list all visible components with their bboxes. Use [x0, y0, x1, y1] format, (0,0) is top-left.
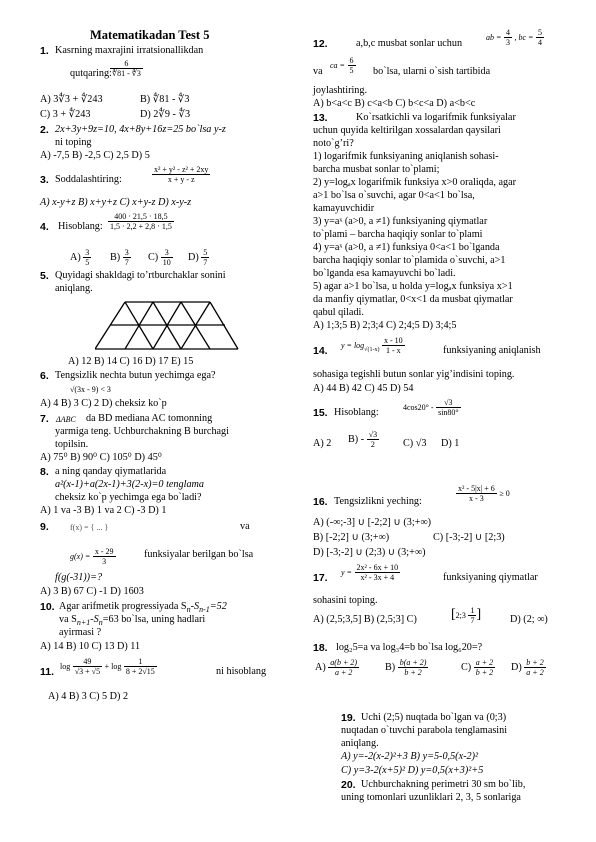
q1-option-d: D) 2∜9 - ∜3 [140, 109, 191, 120]
q13-line-6: 2) y=logₐx logarifmik funksiya x>0 oraliqda, agar [313, 177, 516, 188]
q6-text: Tengsizlik nechta butun yechimga ega? [55, 370, 216, 381]
q19-options-cd: C) y=3-2(x+5)² D) y=0,5(x+3)²+5 [341, 765, 484, 776]
q8-text3: cheksiz ko`p yechimga ega bo`ladi? [55, 492, 202, 503]
q13-line-7: a>1 bo`lsa o`suvchi, agar 0<a<1 bo`lsa, [313, 190, 475, 201]
q18-number: 18. [313, 642, 328, 654]
q4-text: Hisoblang: [58, 221, 103, 232]
q19-text2: nuqtadan o`tuvchi parabola tenglamasini [341, 725, 508, 736]
q15-text: Hisoblang: [334, 407, 379, 418]
q14-text: funksiyaning aniqlanish [443, 345, 541, 356]
q9-text: funksiyalar berilgan bo`lsa [144, 549, 254, 560]
q16-option-d: D) [-3;-2] ∪ (2;3) ∪ (3;+∞) [313, 547, 426, 558]
q13-line-14: 5) agar a>1 bo`lsa, u holda y=logₐx funksiya x>1 [313, 281, 513, 292]
q4-option-c: C) $\frac{3}{10}$ [148, 248, 171, 267]
q12-text4: joylashtiring. [313, 85, 368, 96]
q14-text2: sohasiga tegishli butun sonlar yig’indisini toping. [313, 369, 515, 380]
q14-number: 14. [313, 345, 328, 357]
q18-option-b: B) $\frac{b(a + 2)}{b + 2}$ [385, 658, 427, 677]
q3-options: A) x-y+z B) x+y+z C) x+y-z D) x-y-z [40, 197, 192, 208]
q4-number: 4. [40, 221, 49, 233]
q15-option-b: B) - $\frac{√3}{2}$ [348, 430, 378, 449]
q17-text: funksiyaning qiymatlar [443, 572, 538, 583]
q17-options-abc: A) (2,5;3,5] B) (2,5;3] C) [313, 614, 417, 625]
q10-options: A) 14 B) 10 C) 13 D) 11 [40, 641, 141, 652]
q16-option-a: A) (-∞;-3] ∪ [-2;2] ∪ (3;+∞) [313, 517, 432, 528]
q1-text: Kasrning maxrajini irratsionallikdan [55, 45, 204, 56]
q18-text: log₂5=a va log₃4=b bo`lsa log₆20=? [336, 642, 483, 653]
q17-text2: sohasini toping. [313, 595, 378, 606]
q5-text: Quyidagi shakldagi to’rtburchaklar sonini [55, 270, 226, 281]
q4-fraction: $\frac{400 \cdot 21,5 \cdot 18,5}{1,5 \cdot 2,2 + 2,8 \cdot 1,5}$ [110, 212, 172, 231]
q2-text: 2x+3y+9z=10, 4x+8y+16z=25 bo`lsa y-z [55, 124, 226, 135]
q18-option-c: C) $\frac{a + 2}{b + 2}$ [461, 658, 494, 677]
q4-option-a: A) $\frac{3}{5}$ [70, 248, 90, 267]
q13-options: A) 1;3;5 B) 2;3;4 C) 2;4;5 D) 3;4;5 [313, 320, 457, 331]
q13-line-3: noto`g’ri? [313, 138, 354, 149]
q19-text: Uchi (2;5) nuqtada bo`lgan va (0;3) [361, 712, 507, 723]
q12-text3: bo`lsa, ularni o`sish tartibida [373, 66, 491, 77]
quadrilateral-figure [95, 300, 240, 352]
q15-option-a: A) 2 [313, 438, 332, 449]
q1-number: 1. [40, 45, 49, 57]
q10-text3: ayirmasi ? [59, 627, 102, 638]
q13-line-9: 3) y=aˣ (a>0, a ≠1) funksiyaning qiymatlar [313, 216, 488, 227]
q8-options: A) 1 va -3 B) 1 va 2 C) -3 D) 1 [40, 505, 167, 516]
q18-option-d: D) $\frac{b + 2}{a + 2}$ [511, 658, 544, 677]
q17-expression: y = $\frac{\text{2x² - 6x + 10}}{\text{x² - 3x + 4}}$ [341, 563, 399, 582]
q16-inequality: $\frac{\text{x² - 5|x| + 6}}{x - 3}$ ≥ 0 [458, 484, 510, 503]
q10-number: 10. [40, 601, 55, 613]
q1-fraction: $\frac{6}{∜81 - ∜3}$ [112, 59, 141, 78]
page-title: Matematikadan Test 5 [90, 28, 210, 42]
q16-number: 16. [313, 496, 328, 508]
q7-number: 7. [40, 413, 49, 425]
q9-g-function: g(x) = $\frac{x - 29}{3}$ [70, 547, 114, 566]
q3-number: 3. [40, 174, 49, 186]
q5-number: 5. [40, 270, 49, 282]
q8-text2: a²(x-1)+a(2x-1)+3(2-x)=0 tenglama [55, 479, 204, 490]
q10-text: Agar arifmetik progressiyada $S_n-S_{n-1}=52$ [59, 601, 227, 615]
q4-option-b: B) $\frac{3}{7}$ [110, 248, 129, 267]
q13-line-13: bo`lganda esa kamayuvchi bo`ladi. [313, 268, 456, 279]
q2-options: A) -7,5 B) -2,5 C) 2,5 D) 5 [40, 150, 150, 161]
q14-expression: $y = \log_{√(1-x)}$ $\frac{x - 10}{1 - x}$ [341, 336, 403, 355]
q15-number: 15. [313, 407, 328, 419]
q13-line-15: da manfiy qiymatlar, 0<x<1 da musbat qiymatlar [313, 294, 513, 305]
q9-piecewise-expression: f(x) = { ... } [70, 523, 109, 532]
q7-triangle: ΔABC [56, 415, 76, 424]
q11-number: 11. [40, 666, 55, 678]
q1-text2: qutqaring: [70, 68, 112, 79]
q9-text2: f(g(-31))=? [55, 572, 103, 583]
q13-line-11: 4) y=aˣ (a>0, a ≠1) funksiya 0<a<1 bo`lganda [313, 242, 500, 253]
q9-va: va [240, 521, 250, 532]
q12-text2: va [313, 66, 323, 77]
q7-text: da BD mediana AC tomonning [86, 413, 213, 424]
q13-line-1: Ko`rsatkichli va logarifmik funksiyalar [356, 112, 516, 123]
q13-line-2: uchun quyida keltirilgan xossalardan qaysilari [313, 125, 501, 136]
q3-fraction: $\frac{\text{x² + y² - z² + 2xy}}{x + y - z}$ [154, 165, 209, 184]
q19-options-ab: A) y=-2(x-2)²+3 B) y=5-0,5(x-2)² [341, 751, 479, 762]
q15-option-d: D) 1 [441, 438, 460, 449]
q12-options: A) b<a<c B) c<a<b C) b<c<a D) a<b<c [313, 98, 476, 109]
q16-text: Tengsizlikni yeching: [334, 496, 422, 507]
q8-text: a ning qanday qiymatlarida [55, 466, 167, 477]
q17-option-c-value: [2;3 $\frac{1}{7}$ ] [451, 606, 482, 625]
q13-line-4: 1) logarifmik funksiyaning aniqlanish sohasi- [313, 151, 499, 162]
q13-line-16: qabul qiladi. [313, 307, 364, 318]
q20-text: Uchburchakning perimetri 30 sm bo`lib, [361, 779, 526, 790]
q17-option-d: D) (2; ∞) [510, 614, 548, 625]
q11-text: ni hisoblang [216, 666, 267, 677]
q5-text2: aniqlang. [55, 283, 93, 294]
q6-number: 6. [40, 370, 49, 382]
q11-options: A) 4 B) 3 C) 5 D) 2 [48, 691, 129, 702]
q12-ab: ab = $\frac{4}{3}$ , bc = $\frac{5}{4}$ [486, 28, 542, 47]
q7-text3: topilsin. [55, 439, 89, 450]
q1-option-b: B) ∜81 - ∜3 [140, 94, 190, 105]
q14-options: A) 44 B) 42 C) 45 D) 54 [313, 383, 414, 394]
q3-text: Soddalashtiring: [55, 174, 122, 185]
q18-option-a: A) $\frac{a(b + 2)}{a + 2}$ [315, 658, 358, 677]
q13-number: 13. [313, 112, 328, 124]
q1-option-c: C) 3 + ∜243 [40, 109, 91, 120]
q20-text2: uning tomonlari uzunliklari 2, 3, 5 sonlariga [341, 792, 521, 803]
q1-option-a: A) 3∜3 + ∜243 [40, 94, 103, 105]
q12-ca: ca = $\frac{6}{5}$ [330, 56, 354, 75]
q9-options: A) 3 B) 67 C) -1 D) 1603 [40, 586, 144, 597]
q10-text2: va $S_{n+1}-S_n=63$ bo`lsa, uning hadlari [59, 614, 206, 628]
q5-options: A) 12 B) 14 C) 16 D) 17 E) 15 [68, 356, 194, 367]
q13-line-5: barcha musbat sonlar to`plami; [313, 164, 440, 175]
q19-number: 19. [341, 712, 356, 724]
q6-options: A) 4 B) 3 C) 2 D) cheksiz ko`p [40, 398, 167, 409]
q7-text2: yarmiga teng. Uchburchakning B burchagi [55, 426, 229, 437]
q12-text: a,b,c musbat sonlar uchun [356, 38, 463, 49]
q16-option-c: C) [-3;-2] ∪ [2;3) [433, 532, 505, 543]
q6-expression: √(3x - 9) < 3 [70, 385, 111, 394]
q12-number: 12. [313, 38, 328, 50]
q15-option-c: C) √3 [403, 438, 427, 449]
q2-text2: ni toping [55, 137, 92, 148]
q13-line-8: kamayuvchidir [313, 203, 375, 214]
q13-line-12: barcha haqiqiy sonlar to`plamida o`suvchi, a>1 [313, 255, 506, 266]
q9-number: 9. [40, 521, 49, 533]
q13-line-10: to`plami – barcha haqiqiy sonlar to`plami [313, 229, 483, 240]
q19-text3: aniqlang. [341, 738, 379, 749]
q4-option-d: D) $\frac{5}{7}$ [188, 248, 208, 267]
q20-number: 20. [341, 779, 356, 791]
q16-option-b: B) [-2;2] ∪ (3;+∞) [313, 532, 390, 543]
q11-expression: log $\frac{49}{√3 + √5}$ + log $\frac{1}{8 + 2√15}$ [60, 657, 155, 676]
q8-number: 8. [40, 466, 49, 478]
q15-expression: 4cos20° - $\frac{√3}{\sin 80^\circ}$ [403, 398, 459, 417]
q2-number: 2. [40, 124, 49, 136]
q17-number: 17. [313, 572, 328, 584]
q7-options: A) 75⁰ B) 90⁰ C) 105⁰ D) 45⁰ [40, 452, 162, 463]
